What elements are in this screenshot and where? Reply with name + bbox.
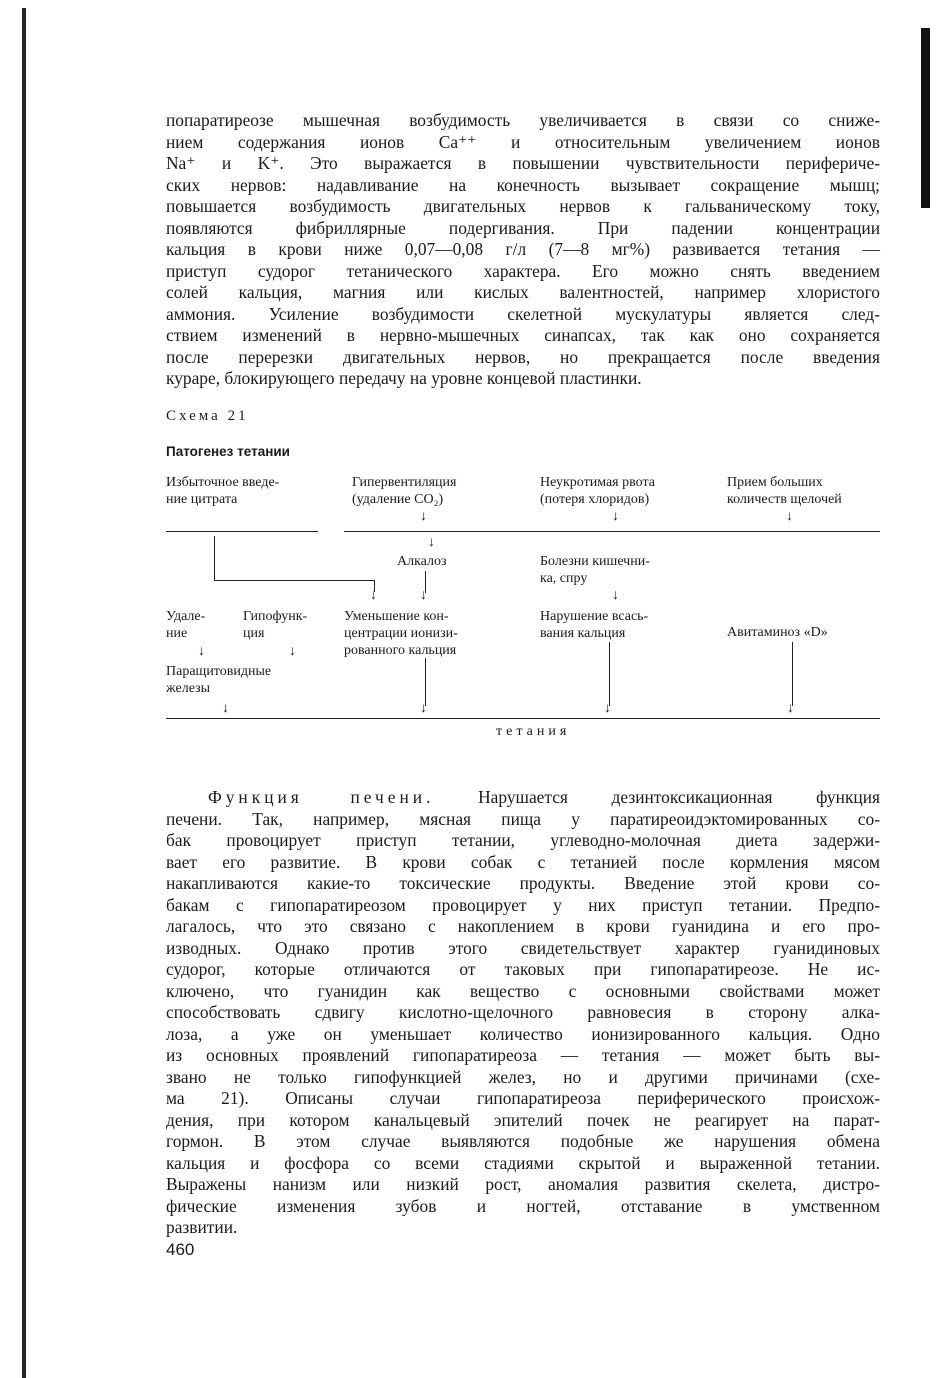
text-line: появляются фибриллярные подергивания. При падении концентрации	[166, 217, 880, 238]
arrow-down-icon: ↓	[370, 588, 377, 603]
text-line: кураре, блокирующего передачу на уровне концевой пластинки.	[166, 368, 642, 388]
connector-line	[214, 536, 215, 581]
paragraph-2	[166, 787, 880, 1239]
box-alkalosis: Алкалоз	[397, 554, 447, 569]
text-line: вает его развитие. В крови собак с тетанией после кормления мясом	[166, 851, 880, 872]
text-line: лагалось, что это связано с накоплением в крови гуанидина и его про-	[166, 916, 880, 936]
box-alkali-intake: Прием больших количеств щелочей	[727, 475, 842, 507]
arrow-down-icon: ↓	[604, 701, 611, 716]
text-line: нием содержания ионов Ca⁺⁺ и относительным увеличением ионов	[166, 131, 880, 152]
text-line: повышается возбудимость двигательных нервов к гальваническому току,	[166, 196, 880, 216]
tetany-baseline	[166, 718, 880, 719]
arrow-down-icon: ↓	[612, 509, 619, 524]
scan-edge-left	[22, 8, 26, 1378]
text-line: Na⁺ и K⁺. Это выражается в повышении чувствительности перифериче-	[166, 153, 880, 173]
text-line: Выражены нанизм или низкий рост, аномалия развития скелета, дистро-	[166, 1174, 880, 1194]
arrow-down-icon: ↓	[289, 644, 296, 659]
text-line: из основных проявлений гипопаратиреоза — тетания — может быть вы-	[166, 1045, 880, 1065]
text-line: ключено, что гуанидин как вещество с основными свойствами может	[166, 980, 880, 1001]
box-parathyroid: Паращитовидные железы	[166, 664, 272, 696]
text-line: приступ судорог тетанического характера. Его можно снять введением	[166, 260, 880, 281]
text-line: накапливаются какие-то токсические продукты. Введение этой крови со-	[166, 873, 880, 893]
section-lead: Функция печени.	[208, 787, 435, 807]
scan-edge-right	[921, 28, 930, 208]
text-line: попаратиреозе мышечная возбудимость увеличивается в связи со сниже-	[166, 110, 880, 130]
arrow-down-icon: ↓	[198, 644, 205, 659]
box-calcium-decrease: Уменьшение кон- центрации ионизи- рованного кальция	[344, 609, 458, 658]
text-line: фические изменения зубов и ногтей, отставание в умственном	[166, 1195, 880, 1216]
text-line: ских нервов: надавливание на конечность вызывает сокращение мышц;	[166, 174, 880, 195]
paragraph-1	[166, 110, 880, 390]
text-line: кальция и фосфора со всеми стадиями скрытой и выраженной тетании.	[166, 1152, 880, 1173]
box-vomiting: Неукротимая рвота (потеря хлоридов)	[540, 475, 655, 507]
text-line: лоза, а уже он уменьшает количество ионизированного кальция. Одно	[166, 1023, 880, 1044]
scheme-label: Схема 21	[166, 408, 249, 424]
box-citrate: Избыточное введе- ние цитрата	[166, 475, 280, 507]
connector-line	[609, 642, 610, 706]
text-line: бакам с гипопаратиреозом провоцирует у них приступ тетании. Предпо-	[166, 894, 880, 915]
text-line: гормон. В этом случае выявляются подобные же нарушения обмена	[166, 1131, 880, 1151]
text-line: развитии.	[166, 1217, 238, 1237]
text-line: ма 21). Описаны случаи гипопаратиреоза периферического происхож-	[166, 1088, 880, 1108]
box-hypofunction: Гипофунк- ция	[243, 609, 308, 641]
box-avitaminosis: Авитаминоз «D»	[727, 625, 828, 640]
text-line: после перерезки двигательных нервов, но прекращается после введения	[166, 346, 880, 367]
arrow-down-icon: ↓	[787, 701, 794, 716]
text-line: звано не только гипофункцией желез, но и другими причинами (схе-	[166, 1066, 880, 1087]
box-hyperventilation: Гипервентиляция (удаление CO₂)	[352, 475, 457, 507]
text-line: кальция в крови ниже 0,07—0,08 г/л (7—8 мг%) развивается тетания —	[166, 239, 880, 259]
arrow-down-icon: ↓	[222, 701, 229, 716]
text-line: способствовать сдвигу кислотно-щелочного равновесия в сторону алка-	[166, 1002, 880, 1022]
text-line: ствием изменений в нервно-мышечных синапсах, так как оно сохраняется	[166, 325, 880, 345]
arrow-down-icon: ↓	[420, 701, 427, 716]
text-line: судорог, которые отличаются от таковых при гипопаратиреозе. Не ис-	[166, 959, 880, 979]
connector-line	[425, 658, 426, 706]
arrow-down-icon: ↓	[420, 588, 427, 603]
text-line: солей кальция, магния или кислых валентностей, например хлористого	[166, 282, 880, 302]
text-line: изводных. Однако против этого свидетельствует характер гуанидиновых	[166, 937, 880, 958]
box-absorption-disorder: Нарушение всась- вания кальция	[540, 609, 649, 641]
page-number: 460	[166, 1240, 195, 1259]
connector-line	[792, 642, 793, 706]
divider-line	[166, 531, 318, 532]
divider-line	[344, 531, 880, 532]
text-line: печени. Так, например, мясная пища у паратиреоидэктомированных со-	[166, 808, 880, 829]
arrow-down-icon: ↓	[612, 588, 619, 603]
arrow-down-icon: ↓	[420, 509, 427, 524]
arrow-down-icon: ↓	[428, 535, 435, 550]
text-line: Функция печени. Нарушается дезинтоксикационная функция	[208, 787, 881, 807]
tetany-label: тетания	[496, 724, 571, 739]
text-line: бак провоцирует приступ тетании, углеводно-молочная диета задержи-	[166, 830, 880, 850]
text-line: аммония. Усиление возбудимости скелетной мускулатуры является след-	[166, 303, 880, 324]
scheme-title: Патогенез тетании	[166, 444, 290, 459]
box-removal: Удале- ние	[166, 609, 206, 641]
arrow-down-icon: ↓	[786, 509, 793, 524]
connector-line	[214, 580, 374, 581]
text-line: дения, при котором канальцевый эпителий почек не реагирует на парат-	[166, 1109, 880, 1130]
box-intestinal-disease: Болезни кишечни- ка, спру	[540, 554, 650, 586]
